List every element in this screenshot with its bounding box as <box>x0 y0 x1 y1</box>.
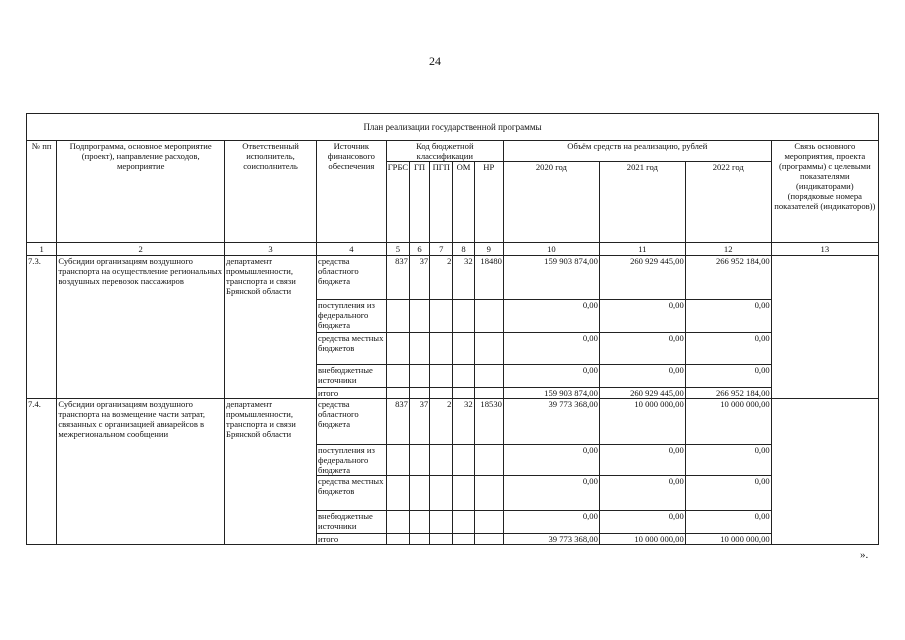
code-grbs <box>386 300 409 333</box>
header-funds: Объём средств на реализацию, рублей <box>503 141 771 162</box>
amount-2021: 0,00 <box>599 365 685 388</box>
code-pgp <box>430 511 453 534</box>
code-om <box>453 511 474 534</box>
code-np <box>474 300 503 333</box>
code-pgp <box>430 365 453 388</box>
amount-2022: 0,00 <box>685 511 771 534</box>
header-gp: ГП <box>409 162 429 243</box>
header-year-2022: 2022 год <box>685 162 771 243</box>
header-budget-code: Код бюджетной классификации <box>386 141 503 162</box>
funding-source: средства областного бюджета <box>317 256 387 300</box>
amount-2020: 0,00 <box>503 476 599 511</box>
code-pgp: 2 <box>430 399 453 445</box>
header-year-2021: 2021 год <box>599 162 685 243</box>
code-grbs <box>386 445 409 476</box>
indicator-link-cell <box>771 399 878 545</box>
code-gp: 37 <box>409 256 429 300</box>
program-plan-table <box>26 113 879 545</box>
header-pgp: ПГП <box>430 162 453 243</box>
row-name: Субсидии организациям воздушного транспорта на возмещение части затрат, связанных с организацией авиарейсов в межрегиональном сообщении <box>57 399 225 545</box>
amount-2022: 0,00 <box>685 445 771 476</box>
code-pgp <box>430 388 453 399</box>
funding-source: средства местных бюджетов <box>317 476 387 511</box>
header-np: НР <box>474 162 503 243</box>
total-2021: 260 929 445,00 <box>599 388 685 399</box>
code-pgp <box>430 445 453 476</box>
code-om <box>453 333 474 365</box>
table-title: План реализации государственной программы <box>27 114 879 141</box>
column-number: 12 <box>685 243 771 256</box>
funding-source: средства областного бюджета <box>317 399 387 445</box>
funding-source: внебюджетные источники <box>317 511 387 534</box>
indicator-link-cell <box>771 256 878 399</box>
column-number: 11 <box>599 243 685 256</box>
amount-2021: 0,00 <box>599 476 685 511</box>
column-number: 6 <box>409 243 429 256</box>
row-number: 7.3. <box>27 256 57 399</box>
code-np: 18530 <box>474 399 503 445</box>
header-source: Источник финансового обеспечения <box>317 141 387 243</box>
row-responsible: департамент промышленности, транспорта и связи Брянской области <box>225 399 317 545</box>
code-np <box>474 476 503 511</box>
column-number: 5 <box>386 243 409 256</box>
amount-2020: 159 903 874,00 <box>503 256 599 300</box>
code-om: 32 <box>453 399 474 445</box>
code-om: 32 <box>453 256 474 300</box>
page-number: 24 <box>429 54 441 68</box>
column-number: 8 <box>453 243 474 256</box>
code-grbs <box>386 534 409 545</box>
amount-2022: 10 000 000,00 <box>685 399 771 445</box>
funding-source: средства местных бюджетов <box>317 333 387 365</box>
code-om <box>453 534 474 545</box>
column-number: 3 <box>225 243 317 256</box>
amount-2022: 0,00 <box>685 476 771 511</box>
funding-source: поступления из федерального бюджета <box>317 445 387 476</box>
code-pgp <box>430 300 453 333</box>
amount-2022: 0,00 <box>685 333 771 365</box>
amount-2021: 260 929 445,00 <box>599 256 685 300</box>
header-grbs: ГРБС <box>386 162 409 243</box>
funding-total-label: итого <box>317 534 387 545</box>
amount-2020: 0,00 <box>503 333 599 365</box>
amount-2020: 0,00 <box>503 365 599 388</box>
code-grbs <box>386 333 409 365</box>
code-gp <box>409 300 429 333</box>
total-2022: 10 000 000,00 <box>685 534 771 545</box>
code-om <box>453 476 474 511</box>
column-number: 7 <box>430 243 453 256</box>
code-om <box>453 365 474 388</box>
total-2020: 39 773 368,00 <box>503 534 599 545</box>
code-gp <box>409 365 429 388</box>
total-2021: 10 000 000,00 <box>599 534 685 545</box>
header-year-2020: 2020 год <box>503 162 599 243</box>
column-number: 10 <box>503 243 599 256</box>
code-om <box>453 388 474 399</box>
closing-quote-mark: ». <box>860 549 869 561</box>
column-number: 13 <box>771 243 878 256</box>
code-grbs: 837 <box>386 399 409 445</box>
code-gp <box>409 388 429 399</box>
column-number: 1 <box>27 243 57 256</box>
code-gp <box>409 534 429 545</box>
code-gp <box>409 511 429 534</box>
column-number: 9 <box>474 243 503 256</box>
code-pgp <box>430 534 453 545</box>
amount-2021: 10 000 000,00 <box>599 399 685 445</box>
amount-2022: 0,00 <box>685 365 771 388</box>
amount-2021: 0,00 <box>599 445 685 476</box>
column-number: 2 <box>57 243 225 256</box>
header-responsible: Ответственный исполнитель, соисполнитель <box>225 141 317 243</box>
code-grbs <box>386 511 409 534</box>
funding-source: поступления из федерального бюджета <box>317 300 387 333</box>
code-pgp: 2 <box>430 256 453 300</box>
total-2020: 159 903 874,00 <box>503 388 599 399</box>
row-number: 7.4. <box>27 399 57 545</box>
amount-2021: 0,00 <box>599 511 685 534</box>
code-gp <box>409 333 429 365</box>
header-num: № пп <box>27 141 57 243</box>
amount-2022: 266 952 184,00 <box>685 256 771 300</box>
row-name: Субсидии организациям воздушного транспорта на осуществление региональных воздушных перевозок пассажиров <box>57 256 225 399</box>
code-pgp <box>430 476 453 511</box>
code-np <box>474 365 503 388</box>
amount-2020: 0,00 <box>503 511 599 534</box>
code-gp <box>409 445 429 476</box>
code-om <box>453 445 474 476</box>
code-grbs: 837 <box>386 256 409 300</box>
header-name: Подпрограмма, основное мероприятие (проект), направление расходов, мероприятие <box>57 141 225 243</box>
code-grbs <box>386 476 409 511</box>
code-np <box>474 445 503 476</box>
code-np <box>474 388 503 399</box>
code-grbs <box>386 388 409 399</box>
code-np <box>474 534 503 545</box>
code-pgp <box>430 333 453 365</box>
amount-2021: 0,00 <box>599 333 685 365</box>
code-np: 18480 <box>474 256 503 300</box>
amount-2020: 0,00 <box>503 300 599 333</box>
header-indicator-link: Связь основного мероприятия, проекта (программы) с целевыми показателями (индикаторами) (порядковые номера показателей (индикаторов)) <box>771 141 878 243</box>
header-om: ОМ <box>453 162 474 243</box>
amount-2020: 39 773 368,00 <box>503 399 599 445</box>
funding-total-label: итого <box>317 388 387 399</box>
amount-2020: 0,00 <box>503 445 599 476</box>
code-om <box>453 300 474 333</box>
amount-2022: 0,00 <box>685 300 771 333</box>
code-gp <box>409 476 429 511</box>
funding-source: внебюджетные источники <box>317 365 387 388</box>
column-number: 4 <box>317 243 387 256</box>
row-responsible: департамент промышленности, транспорта и связи Брянской области <box>225 256 317 399</box>
code-np <box>474 511 503 534</box>
code-gp: 37 <box>409 399 429 445</box>
total-2022: 266 952 184,00 <box>685 388 771 399</box>
amount-2021: 0,00 <box>599 300 685 333</box>
code-grbs <box>386 365 409 388</box>
code-np <box>474 333 503 365</box>
